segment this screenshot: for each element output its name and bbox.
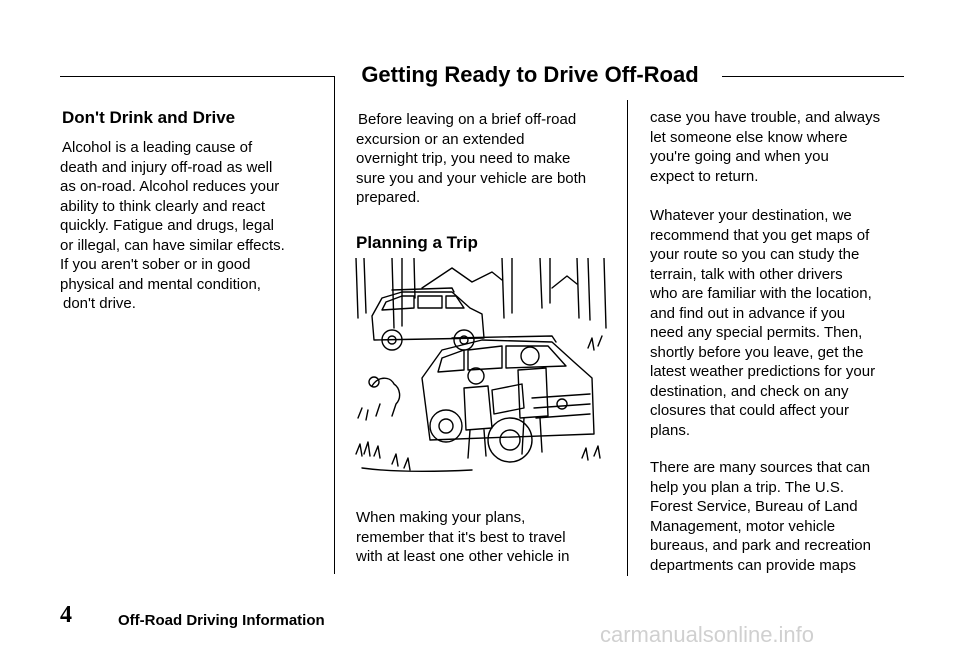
text-line: overnight trip, you need to make bbox=[356, 150, 571, 167]
text-line: closures that could affect your bbox=[650, 402, 849, 419]
text-line: case you have trouble, and always bbox=[650, 109, 881, 126]
text-line: When making your plans, bbox=[356, 509, 526, 526]
text-line: who are familiar with the location, bbox=[650, 285, 872, 302]
text-line: help you plan a trip. The U.S. bbox=[650, 478, 845, 496]
text-line: remember that it's best to travel bbox=[356, 528, 566, 546]
section-label: Off-Road Driving Information bbox=[118, 612, 325, 629]
text-line: don't drive. bbox=[63, 295, 136, 312]
text-line: you're going and when you bbox=[650, 148, 829, 165]
text-line: prepared. bbox=[356, 189, 421, 206]
paragraph-many-sources bbox=[650, 458, 871, 575]
text-line: as on-road. Alcohol reduces your bbox=[60, 178, 280, 195]
text-line: let someone else know where bbox=[650, 128, 848, 146]
text-line: There are many sources that can bbox=[650, 459, 871, 476]
text-line: terrain, talk with other drivers bbox=[650, 265, 843, 283]
text-line: with at least one other vehicle in bbox=[356, 548, 570, 565]
paragraph-case-trouble bbox=[650, 108, 880, 186]
text-line: If you aren't sober or in good bbox=[60, 256, 251, 273]
text-line: need any special permits. Then, bbox=[650, 324, 863, 341]
page-number: 4 bbox=[60, 602, 72, 628]
text-line: quickly. Fatigue and drugs, legal bbox=[60, 217, 275, 234]
text-line: ability to think clearly and react bbox=[60, 197, 266, 215]
paragraph-alcohol bbox=[60, 138, 285, 314]
text-line: departments can provide maps bbox=[650, 556, 856, 574]
text-line: destination, and check on any bbox=[650, 382, 849, 400]
text-line: plans. bbox=[650, 421, 691, 439]
text-line: Alcohol is a leading cause of bbox=[62, 139, 253, 156]
text-line: or illegal, can have similar effects. bbox=[60, 236, 285, 254]
page-title: Getting Ready to Drive Off-Road bbox=[361, 62, 699, 87]
text-line: Before leaving on a brief off-road bbox=[358, 111, 577, 128]
text-line: latest weather predictions for your bbox=[650, 363, 876, 380]
text-line: and find out in advance if you bbox=[650, 304, 846, 322]
text-line: Management, motor vehicle bbox=[650, 517, 836, 535]
text-line: your route so you can study the bbox=[650, 246, 860, 263]
section-heading-planning-trip: Planning a Trip bbox=[356, 233, 478, 252]
section-heading-dont-drink: Don't Drink and Drive bbox=[62, 108, 236, 127]
text-line: expect to return. bbox=[650, 167, 759, 185]
text-line: shortly before you leave, get the bbox=[650, 343, 864, 361]
text-line: Forest Service, Bureau of Land bbox=[650, 498, 858, 515]
text-line: death and injury off-road as well bbox=[60, 158, 273, 176]
watermark: carmanualsonline.info bbox=[600, 622, 815, 647]
top-rule-right bbox=[722, 76, 904, 77]
paragraph-whatever-destination bbox=[650, 206, 875, 440]
off-road-vehicles-illustration bbox=[352, 258, 614, 478]
text-line: Whatever your destination, we bbox=[650, 207, 852, 224]
paragraph-when-making-plans bbox=[356, 508, 569, 567]
paragraph-before-leaving bbox=[356, 110, 586, 208]
column-divider-left bbox=[334, 76, 335, 574]
column-divider-right bbox=[627, 100, 628, 576]
text-line: excursion or an extended bbox=[356, 130, 525, 148]
text-line: sure you and your vehicle are both bbox=[356, 169, 587, 187]
top-rule-left bbox=[60, 76, 335, 77]
text-line: recommend that you get maps of bbox=[650, 226, 870, 244]
text-line: bureaus, and park and recreation bbox=[650, 537, 871, 554]
text-line: physical and mental condition, bbox=[60, 275, 261, 293]
